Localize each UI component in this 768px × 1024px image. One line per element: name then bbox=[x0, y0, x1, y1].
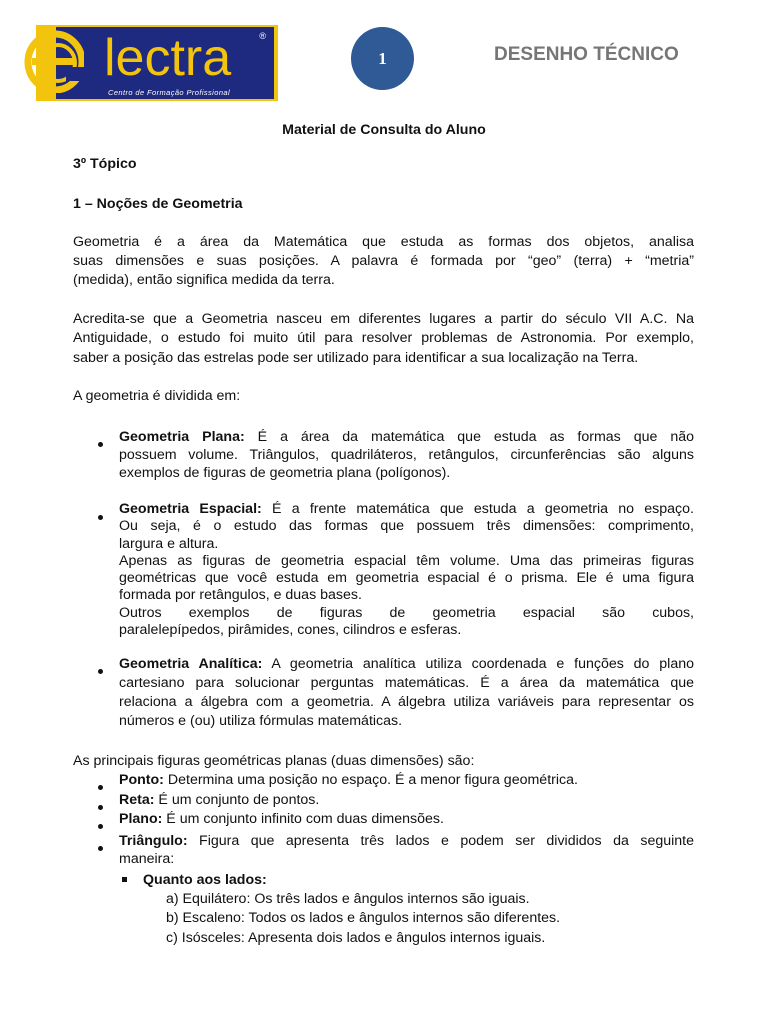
document-title: Material de Consulta do Aluno bbox=[282, 122, 486, 138]
item-geometria-plana: Geometria Plana: É a área da matemática que estuda as formas que não possuem volume. Triângulos, quadriláteros, retângulos, circunferências são alguns exemplos de figuras de geometria plana (polígonos). bbox=[119, 429, 695, 481]
paragraph-1-line-1: Geometria é a área da Matemática que estuda as formas dos objetos, analisa bbox=[73, 234, 694, 250]
bullet-triangulo bbox=[98, 838, 106, 856]
bullet-ponto bbox=[98, 777, 106, 795]
logo-e-swirl-icon bbox=[22, 27, 84, 93]
item-geometria-espacial: Geometria Espacial: É a frente matemática que estuda a geometria no espaço. Ou seja, é o estudo das formas que possuem três dimensões: comprimento, largura e altura. Apenas as figuras de geometria espacial têm volume. Uma das primeiras figuras geométricas que você estuda em geometria espacial é o prisma. Ele é uma figura formada por retângulos, e duas bases. Outros exemplos de figuras de geometria espacial são cubos, paralelepípedos, pirâmides, cones, cilindros e esferas. bbox=[119, 501, 694, 639]
bullet-plano bbox=[98, 816, 106, 834]
triangle-type-equilatero: a) Equilátero: Os três lados e ângulos internos são iguais. bbox=[166, 891, 530, 907]
logo-registered-mark: ® bbox=[259, 31, 266, 41]
paragraph-2-line-1: Acredita-se que a Geometria nasceu em diferentes lugares a partir do século VII A.C. Na bbox=[73, 311, 694, 327]
electra-logo bbox=[36, 25, 278, 101]
figure-plano: Plano: É um conjunto infinito com duas dimensões. bbox=[119, 811, 444, 827]
bullet-reta bbox=[98, 797, 106, 815]
bullet-analitica bbox=[98, 661, 106, 679]
term-espacial: Geometria Espacial: bbox=[119, 501, 262, 517]
topic-heading: 3º Tópico bbox=[73, 156, 137, 172]
section-heading: 1 – Noções de Geometria bbox=[73, 196, 243, 212]
figure-reta: Reta: É um conjunto de pontos. bbox=[119, 792, 320, 808]
paragraph-2-line-2: Antiguidade, o estudo foi muito útil para resolver problemas de Astronomia. Por exemplo, bbox=[73, 330, 694, 346]
bullet-espacial bbox=[98, 507, 106, 525]
paragraph-1-line-2: suas dimensões e suas posições. A palavra é formada por “geo” (terra) + “metria” bbox=[73, 253, 694, 269]
figure-ponto: Ponto: Determina uma posição no espaço. É a menor figura geométrica. bbox=[119, 772, 578, 788]
quanto-aos-lados: Quanto aos lados: bbox=[143, 872, 267, 888]
figures-intro: As principais figuras geométricas planas (duas dimensões) são: bbox=[73, 753, 475, 769]
paragraph-2-line-3: saber a posição das estrelas pode ser utilizado para identificar a sua localização na Terra. bbox=[73, 350, 639, 366]
header-title: DESENHO TÉCNICO bbox=[494, 44, 679, 65]
triangle-type-isosceles: c) Isósceles: Apresenta dois lados e ângulos internos iguais. bbox=[166, 930, 546, 946]
term-plana: Geometria Plana: bbox=[119, 429, 245, 445]
divided-intro: A geometria é dividida em: bbox=[73, 388, 241, 404]
square-bullet-quanto-lados bbox=[122, 877, 127, 882]
logo-subtitle: Centro de Formação Profissional bbox=[108, 88, 231, 97]
page-number-badge: 1 bbox=[351, 27, 414, 90]
logo-background bbox=[56, 27, 274, 99]
item-geometria-analitica: Geometria Analítica: A geometria analítica utiliza coordenada e funções do plano cartesiano para solucionar perguntas matemáticas. É a área da matemática que relaciona a álgebra com a geometria. A álgebra utiliza variáveis para representar os números e (ou) utiliza fórmulas matemáticas. bbox=[119, 656, 694, 729]
bullet-plana bbox=[98, 434, 106, 452]
triangle-type-escaleno: b) Escaleno: Todos os lados e ângulos internos são diferentes. bbox=[166, 910, 561, 926]
paragraph-1-line-3: (medida), então significa medida da terra. bbox=[73, 272, 335, 288]
term-analitica: Geometria Analítica: bbox=[119, 656, 263, 672]
logo-wordmark: lectra bbox=[104, 29, 232, 87]
figure-triangulo: Triângulo: Figura que apresenta três lados e podem ser divididos da seguinte maneira: bbox=[119, 833, 694, 867]
